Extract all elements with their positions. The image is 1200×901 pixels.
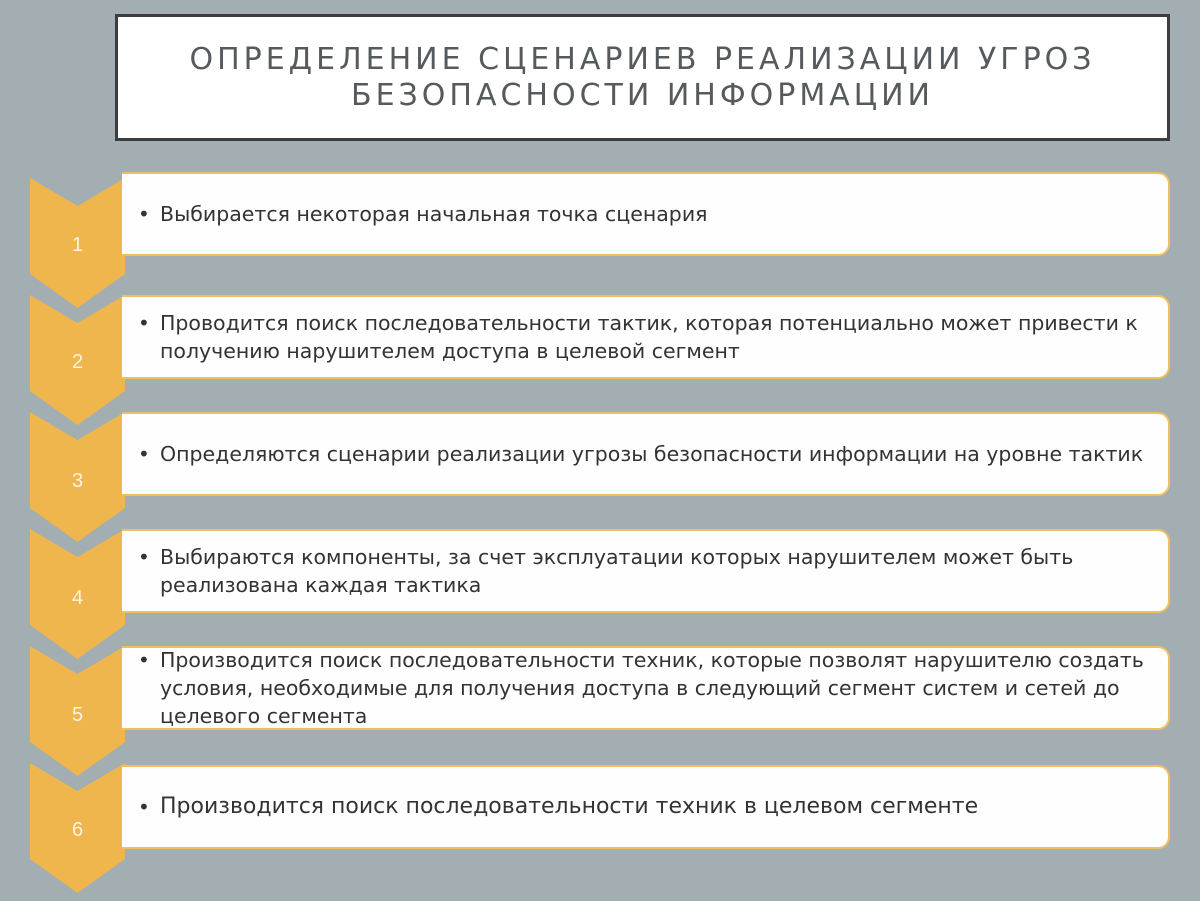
step-number-1: 1 <box>71 234 84 256</box>
step-text-5 <box>122 646 1168 730</box>
page-title-line-2: БЕЗОПАСНОСТИ ИНФОРМАЦИИ <box>351 77 934 113</box>
step-card-2 <box>122 295 1170 379</box>
step-text-3-content: Определяются сценарии реализации угрозы безопасности информации на уровне тактик <box>160 442 1144 466</box>
bullet-icon: • <box>138 648 150 672</box>
bullet-icon: • <box>138 795 150 819</box>
process-step-1 <box>0 178 1200 308</box>
step-text-4 <box>122 543 1168 599</box>
bullet-icon: • <box>138 311 150 335</box>
step-number-6: 6 <box>71 819 84 841</box>
step-card-6 <box>122 765 1170 849</box>
step-number-4: 4 <box>71 587 84 609</box>
process-step-3 <box>0 412 1200 542</box>
step-card-3 <box>122 412 1170 496</box>
step-text-6 <box>122 793 988 821</box>
step-number-2: 2 <box>71 351 84 373</box>
step-text-2-content: Проводится поиск последовательности тактик, которая потенциально может привести к получению нарушителем доступа в целевой сегмент <box>160 311 1138 363</box>
step-text-1-content: Выбирается некоторая начальная точка сценария <box>160 202 708 226</box>
step-number-3: 3 <box>71 470 84 492</box>
step-card-1 <box>122 172 1170 256</box>
step-card-4 <box>122 529 1170 613</box>
page-title-line-1: ОПРЕДЕЛЕНИЕ СЦЕНАРИЕВ РЕАЛИЗАЦИИ УГРОЗ <box>189 41 1096 77</box>
step-card-5 <box>122 646 1170 730</box>
step-number-5: 5 <box>71 704 84 726</box>
process-step-6 <box>0 763 1200 893</box>
bullet-icon: • <box>138 442 150 466</box>
process-step-2 <box>0 295 1200 425</box>
step-text-6-content: Производится поиск последовательности техник в целевом сегменте <box>160 794 979 819</box>
step-text-4-content: Выбираются компоненты, за счет эксплуатации которых нарушителем может быть реализована каждая тактика <box>160 545 1074 597</box>
step-text-1 <box>122 200 717 228</box>
process-step-4 <box>0 529 1200 659</box>
step-text-2 <box>122 309 1168 365</box>
page-title <box>189 42 1095 114</box>
bullet-icon: • <box>138 545 150 569</box>
step-text-5-content: Производится поиск последовательности техник, которые позволят нарушителю создать условия, необходимые для получения доступа в следующий сегмент систем и сетей до целевого сегмента <box>160 648 1144 728</box>
process-step-5 <box>0 646 1200 776</box>
step-text-3 <box>122 440 1153 468</box>
title-box <box>115 14 1170 141</box>
bullet-icon: • <box>138 202 150 226</box>
